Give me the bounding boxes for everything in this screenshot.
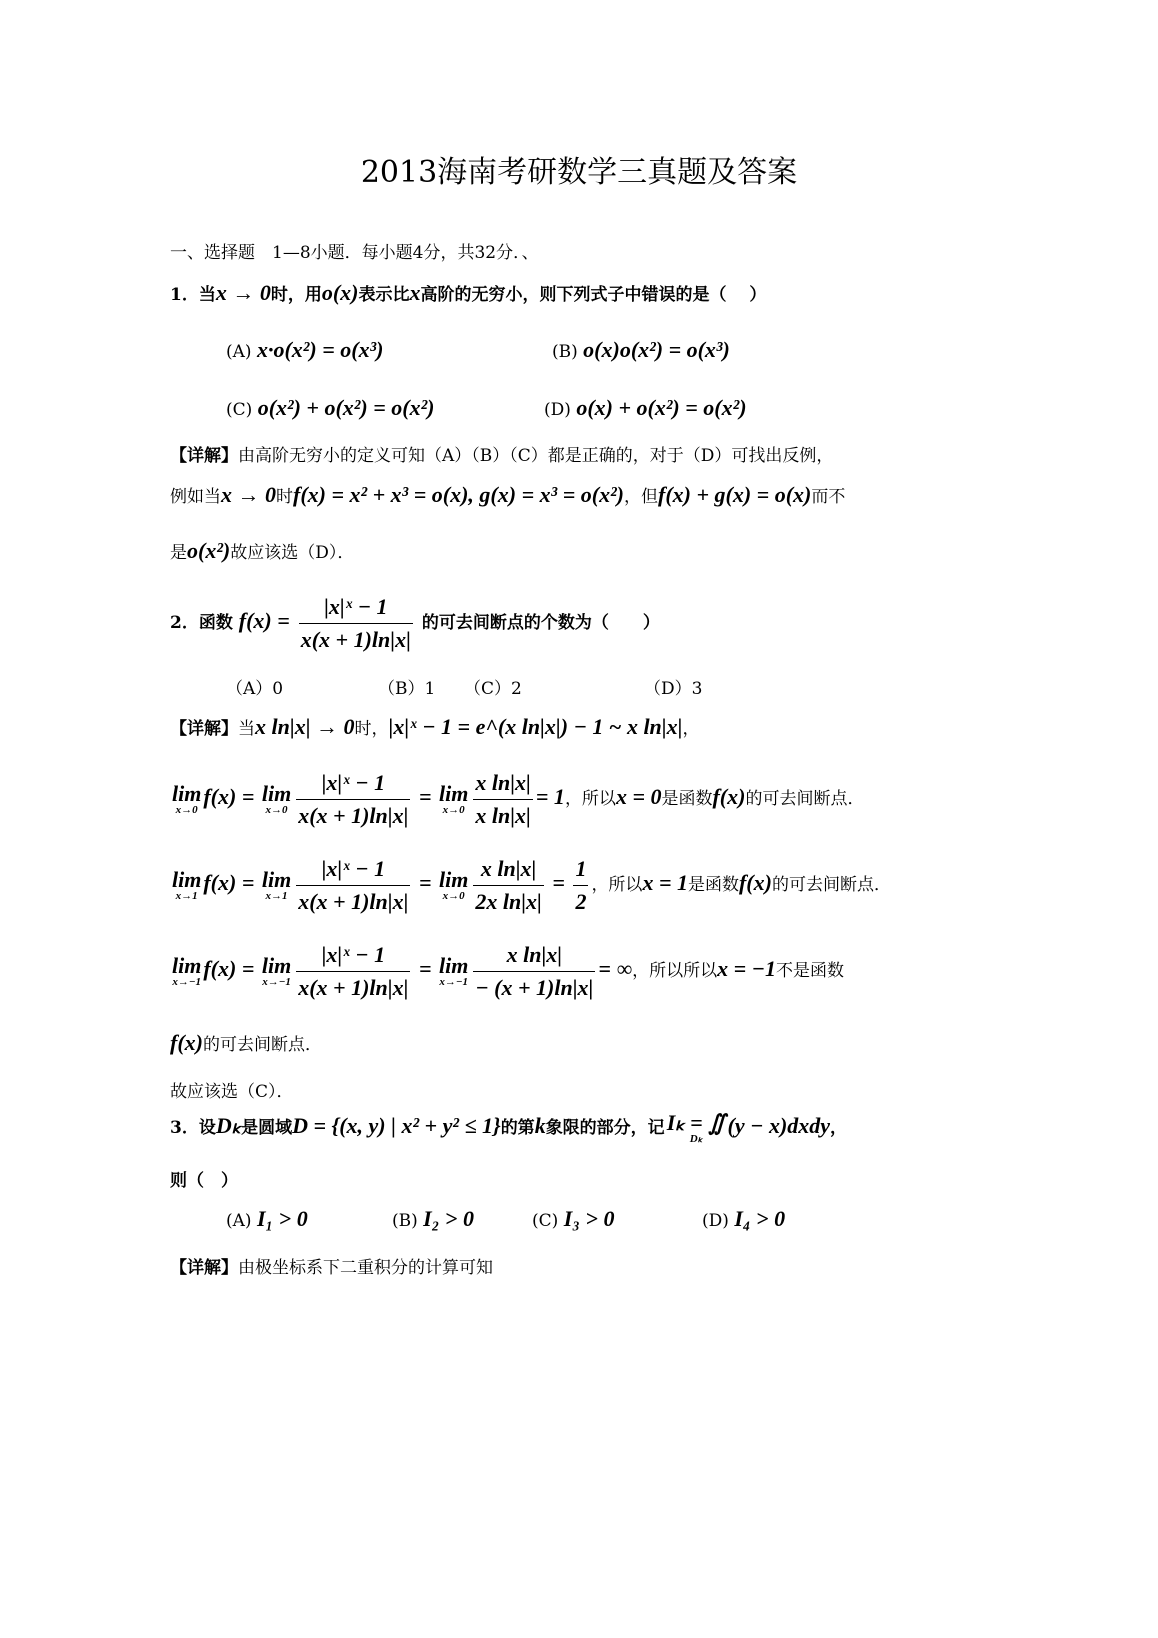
q2-stem-denominator: x(x + 1)ln|x| <box>299 623 413 653</box>
q2-limit-1-lim-b: lim <box>261 781 292 806</box>
q2-limit-1-result: = 1 <box>535 784 565 809</box>
q3-option-d <box>702 1206 785 1232</box>
q3-stem <box>170 1112 847 1145</box>
q2-detail-1-suffix: ， <box>682 719 700 739</box>
q1-option-b <box>552 337 730 363</box>
q2-limit-3: lim x→−1 f(x) = lim x→−1 $\frac{\text{|x|ˣ − 1}}{x(x + 1)\ln|x|}$ = lim x→−1 $\frac{\text{x ln|x|}}{- (x + 1)\ln|x|}$ = ∞，所以所以x = −1不是函数 <box>172 942 845 1000</box>
q2-limit-3-func: f(x) <box>203 956 237 981</box>
q1-detail-line3 <box>170 538 354 564</box>
q3-option-a-label: (A) <box>226 1211 252 1231</box>
q2-limit-3-sub-c: x→−1 <box>439 976 468 988</box>
q2-limit-2-lim-b: lim <box>261 867 292 892</box>
q1-detail-3-suffix: 故应该选（D）． <box>230 543 355 563</box>
q3-stem-mid2: 的第 <box>500 1118 535 1138</box>
q2-limit-1: lim x→0 f(x) = lim x→0 $\frac{\text{|x|ˣ − 1}}{x(x + 1)\ln|x|}$ = lim x→0 $\frac{\text{x ln|x|}}{\text{x ln|x|}}$ = 1，所以x = 0是函数f(x)的可去间断点． <box>172 770 865 828</box>
q3-stem-line2: 则（ ） <box>170 1171 238 1191</box>
q1-option-b-math: o(x)o(x²) = o(x³) <box>583 337 730 362</box>
q3-detail-tag: 【详解】 <box>170 1258 238 1278</box>
q3-stem-integral <box>667 1112 726 1145</box>
q2-limit-3-fraction <box>296 942 410 1001</box>
q3-stem-mid3: 象限的部分，记 <box>545 1118 665 1138</box>
q3-option-b-label: (B) <box>392 1211 418 1231</box>
q1-option-d-label: (D) <box>544 400 571 420</box>
q2-limit-1-rhs-fraction <box>473 770 533 829</box>
q2-stem-func: f(x) = <box>238 608 290 633</box>
q2-detail-1-math1: x ln|x| → 0 <box>255 714 355 739</box>
q2-option-b: （B）1 <box>378 679 436 699</box>
q1-stem-prefix: 1．当 <box>170 285 216 305</box>
q2-limit-3-rhs-fraction <box>473 942 595 1001</box>
q3-detail-line1 <box>170 1253 493 1278</box>
q2-limit-2-result-fraction <box>573 856 588 915</box>
q3-option-c-math: I₃ > 0 <box>563 1206 615 1231</box>
q1-detail-1: 由高阶无穷小的定义可知（A）（B）（C）都是正确的，对于（D）可找出反例， <box>238 446 834 466</box>
q2-detail-1-mid: 时， <box>354 719 389 739</box>
q2-limit-2-sub-c: x→0 <box>442 890 465 902</box>
q3-option-d-math: I₄ > 0 <box>734 1206 786 1231</box>
q2-limit-3-operator-c <box>439 955 468 988</box>
q2-limit-3-operator <box>172 955 201 988</box>
q2-limit-3-operator-b <box>262 955 291 988</box>
q2-limit-2-lim-c: lim <box>439 867 469 892</box>
q3-stem-integral-sign: Iₖ = ∬ <box>666 1110 726 1135</box>
q1-detail-2-math1: x → 0 <box>221 482 276 507</box>
q2-option-d: （D）3 <box>644 679 703 699</box>
q2-limit-1-lim-c: lim <box>439 781 469 806</box>
q2-limit-2: lim x→1 f(x) = lim x→1 $\frac{\text{|x|ˣ − 1}}{x(x + 1)\ln|x|}$ = lim x→0 $\frac{\text{x ln|x|}}{\text{2x ln|x|}}$ = $\frac{1}{2}$ ，所以x = 1是函数f(x)的可去间断点． <box>172 856 891 914</box>
q2-limit-2-sub: x→1 <box>175 890 198 902</box>
q1-option-a <box>226 337 384 363</box>
q2-stem <box>170 594 660 653</box>
q3-stem-math3: k <box>534 1113 546 1138</box>
q2-limit-3-lim: lim <box>172 953 202 978</box>
q1-option-d-math: o(x) + o(x²) = o(x²) <box>576 395 747 420</box>
q2-limit-2-result-den: 2 <box>573 885 588 915</box>
q3-stem-suffix: ， <box>830 1118 848 1138</box>
q1-option-c-label: (C) <box>226 400 253 420</box>
q1-detail-3-math: o(x²) <box>187 538 231 563</box>
q2-limit-3-text: ，所以所以 <box>632 961 718 981</box>
q2-stem-suffix: 的可去间断点的个数为（ ） <box>421 613 660 633</box>
q2-limit-2-sub-b: x→1 <box>265 890 288 902</box>
q2-limit-1-text3: 的可去间断点． <box>745 789 865 809</box>
q3-option-c <box>532 1206 614 1232</box>
q1-option-c <box>226 395 435 421</box>
q1-option-a-math: x·o(x²) = o(x³) <box>256 337 384 362</box>
q3-option-a-math: I₁ > 0 <box>256 1206 308 1231</box>
q1-detail-line1 <box>170 441 833 466</box>
q2-limit-1-fraction <box>296 770 410 829</box>
q2-limit-1-sub: x→0 <box>175 804 198 816</box>
q1-detail-3-prefix: 是 <box>170 543 187 563</box>
q1-option-b-label: (B) <box>552 342 578 362</box>
q1-detail-2-mid: 时 <box>276 487 293 507</box>
q2-limit-3-func2: f(x) <box>170 1030 203 1055</box>
q1-detail-tag: 【详解】 <box>170 446 238 466</box>
q1-detail-2-math3: f(x) + g(x) = o(x) <box>658 482 812 507</box>
q2-limit-2-operator-c <box>439 869 468 902</box>
q2-limit-2-point: x = 1 <box>642 870 688 895</box>
q2-limit-3-sub-b: x→−1 <box>262 976 291 988</box>
q2-limit-3-cont: 的可去间断点． <box>202 1035 322 1055</box>
q2-limit-1-operator-c <box>439 783 468 816</box>
q2-limit-3-result: = ∞ <box>598 956 633 981</box>
q2-limit-3-lim-b: lim <box>261 953 292 978</box>
q2-limit-2-operator <box>172 869 201 902</box>
q1-detail-2-mid2: ，但 <box>624 487 658 507</box>
q2-limit-1-operator <box>172 783 201 816</box>
q1-detail-2-math2: f(x) = x² + x³ = o(x), g(x) = x³ = o(x²) <box>293 482 624 507</box>
q3-stem-integral-sub: Dₖ <box>689 1133 703 1145</box>
q2-limit-3-rhs-num: x ln|x| <box>506 942 563 967</box>
q2-limit-2-func2: f(x) <box>738 870 772 895</box>
q2-limit-1-sub-c: x→0 <box>442 804 465 816</box>
q1-option-c-math: o(x²) + o(x²) = o(x²) <box>257 395 435 420</box>
q2-limit-3-continuation <box>170 1030 322 1056</box>
q3-option-b <box>392 1206 474 1232</box>
q2-detail-tag: 【详解】 <box>170 719 238 739</box>
q2-limit-2-result-num: 1 <box>575 856 587 881</box>
q1-stem <box>170 280 766 306</box>
q2-limit-1-func: f(x) <box>203 784 237 809</box>
q2-limit-3-text2: 不是函数 <box>776 961 845 981</box>
q3-detail-1: 由极坐标系下二重积分的计算可知 <box>238 1258 493 1278</box>
q2-limit-1-den: x(x + 1)ln|x| <box>296 799 410 829</box>
q2-limit-2-rhs-fraction <box>473 856 544 915</box>
q2-limit-2-den: x(x + 1)ln|x| <box>296 885 410 915</box>
q2-limit-1-lim: lim <box>172 781 202 806</box>
q1-stem-mid1: 时，用 <box>270 285 322 305</box>
q2-limit-2-text2: 是函数 <box>687 875 739 895</box>
q2-limit-3-den: x(x + 1)ln|x| <box>296 971 410 1001</box>
page-title: 2013海南考研数学三真题及答案 <box>360 155 798 190</box>
q3-stem-math2: D = {(x, y) | x² + y² ≤ 1} <box>292 1113 501 1138</box>
q1-option-d <box>544 395 747 421</box>
q2-limit-1-rhs-den: x ln|x| <box>473 799 533 829</box>
q2-limit-1-text: ，所以 <box>564 789 616 809</box>
q3-stem-mid1: 是圆域 <box>241 1118 293 1138</box>
q3-option-d-label: (D) <box>702 1211 729 1231</box>
q2-stem-numerator: |x|ˣ − 1 <box>324 594 388 619</box>
q1-stem-math2: o(x) <box>321 280 359 305</box>
q2-limit-2-lim: lim <box>172 867 202 892</box>
q3-stem-math1: Dₖ <box>215 1113 242 1138</box>
q2-limit-2-rhs-den: 2x ln|x| <box>473 885 544 915</box>
q2-limit-1-sub-b: x→0 <box>265 804 288 816</box>
q2-limit-1-num: |x|ˣ − 1 <box>321 770 386 795</box>
q2-limit-2-fraction <box>296 856 410 915</box>
q2-limit-3-rhs-den: − (x + 1)ln|x| <box>473 971 595 1001</box>
q2-limit-2-operator-b <box>262 869 291 902</box>
q2-limit-1-rhs-num: x ln|x| <box>475 770 531 795</box>
q2-limit-1-text2: 是函数 <box>661 789 713 809</box>
q2-limit-1-func2: f(x) <box>712 784 746 809</box>
q3-option-c-label: (C) <box>532 1211 559 1231</box>
q2-limit-2-func: f(x) <box>203 870 237 895</box>
q2-detail-1-prefix: 当 <box>238 719 255 739</box>
q2-limit-3-point: x = −1 <box>717 956 777 981</box>
q2-limit-1-operator-b <box>262 783 291 816</box>
q3-option-b-math: I₂ > 0 <box>423 1206 474 1231</box>
q1-detail-line2 <box>170 482 845 508</box>
q1-detail-2-prefix: 例如当 <box>170 487 221 507</box>
q2-limit-1-point: x = 0 <box>615 784 662 809</box>
q2-limit-3-num: |x|ˣ − 1 <box>321 942 386 967</box>
q2-limit-2-rhs-num: x ln|x| <box>480 856 537 881</box>
q2-limit-2-text: ，所以 <box>591 875 643 895</box>
q1-option-a-label: (A) <box>226 342 252 362</box>
q2-limit-2-num: |x|ˣ − 1 <box>321 856 386 881</box>
section-header: 一、选择题 1—8小题．每小题4分，共32分．、 <box>170 243 539 263</box>
q3-stem-prefix: 3．设 <box>170 1118 216 1138</box>
q2-detail-1-math2: |x|ˣ − 1 = e^(x ln|x|) − 1 ~ x ln|x| <box>388 714 683 739</box>
q2-limit-3-sub: x→−1 <box>172 976 201 988</box>
q2-option-a: （A）0 <box>226 679 284 699</box>
q2-option-c: （C）2 <box>464 679 522 699</box>
q1-stem-suffix: 高阶的无穷小，则下列式子中错误的是（ ） <box>420 285 767 305</box>
q1-detail-2-suffix: 而不 <box>811 487 846 507</box>
q3-option-a <box>226 1206 308 1232</box>
q1-stem-math1: x → 0 <box>215 280 271 305</box>
q1-stem-mid2: 表示比 <box>358 285 410 305</box>
q2-detail-line1 <box>170 714 699 740</box>
q2-limit-2-text3: 的可去间断点． <box>771 875 891 895</box>
q2-conclusion: 故应该选（C）． <box>170 1082 294 1102</box>
q1-stem-math3: x <box>409 280 421 305</box>
q2-limit-3-lim-c: lim <box>439 953 469 978</box>
q2-stem-fraction <box>299 594 413 653</box>
q3-stem-math5: (y − x)dxdy <box>727 1113 831 1138</box>
q2-stem-prefix: 2．函数 <box>170 613 233 633</box>
